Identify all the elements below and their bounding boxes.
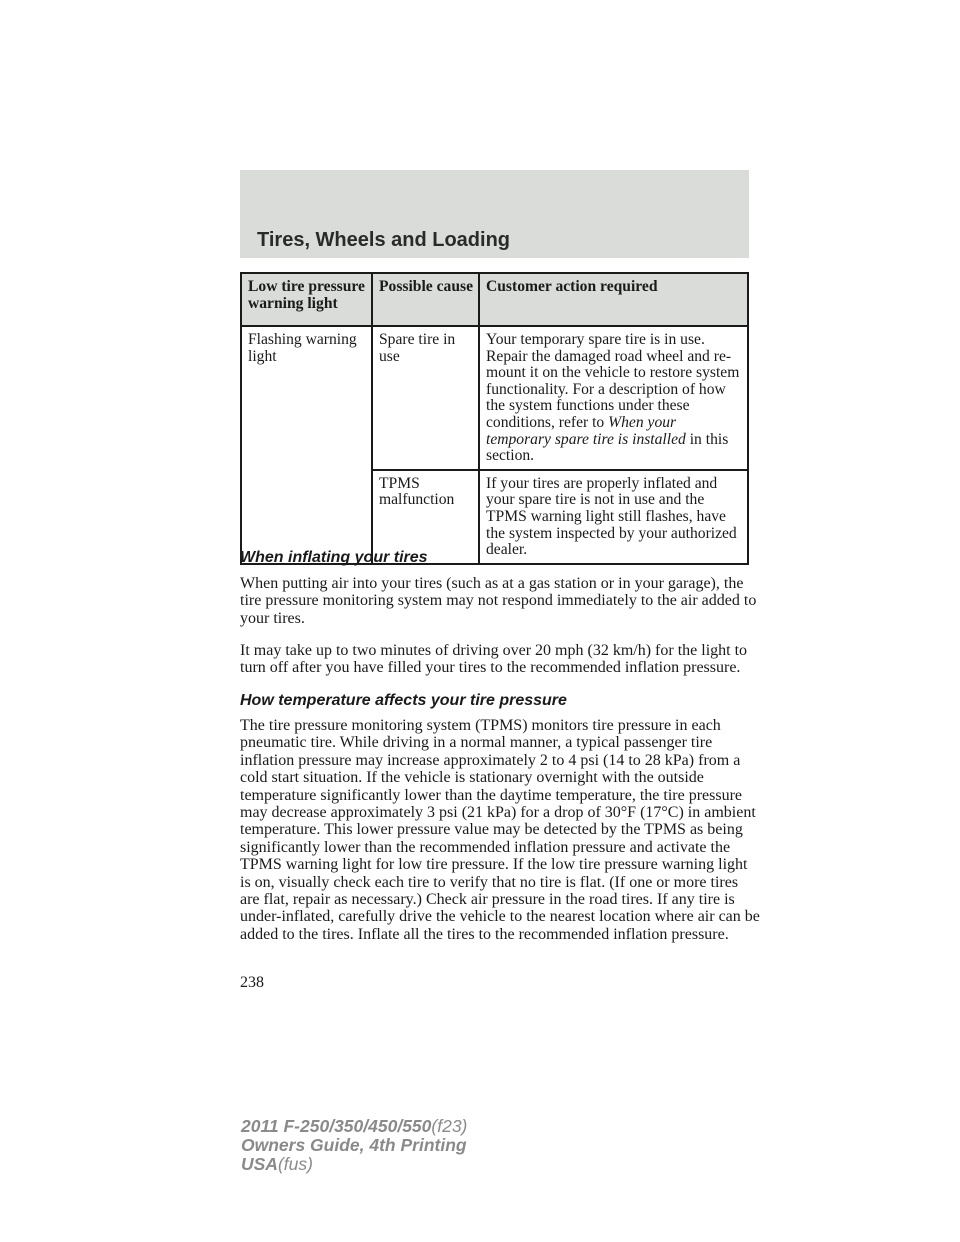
cell-customer-action: If your tires are properly inflated and your spare tire is not in use and the TPMS warning light still flashes, have the system inspected by your authorized dealer. bbox=[479, 470, 748, 564]
footer-line-model bbox=[241, 1117, 467, 1136]
footer-edition: Owners Guide, 4th Printing bbox=[241, 1135, 467, 1155]
footer-market-code: (fus) bbox=[277, 1154, 313, 1174]
cell-customer-action bbox=[479, 326, 748, 470]
footer-market: USA bbox=[241, 1154, 278, 1174]
paragraph-temperature: The tire pressure monitoring system (TPMS) monitors tire pressure in each pneumatic tire. While driving in a normal manner, a typical passenger tire inflation pressure may increase approximately 2 to 4 psi (14 to 28 kPa) from a cold start situation. If the vehicle is stationary overnight with the outside temperature significantly lower than the daytime temperature, the tire pressure may decrease approximately 3 psi (21 kPa) for a drop of 30°F (17°C) in ambient temperature. This lower pressure value may be detected by the TPMS as being significantly lower than the recommended inflation pressure and activate the TPMS warning light for low tire pressure. If the low tire pressure warning light is on, visually check each tire to verify that no tire is flat. (If one or more tires are flat, repair as necessary.) Check air pressure in the road tires. If any tire is under-inflated, carefully drive the vehicle to the nearest location where air can be added to the tires. Inflate all the tires to the recommended inflation pressure. bbox=[240, 717, 760, 943]
cell-possible-cause: Spare tire in use bbox=[372, 326, 479, 470]
tpms-warning-table bbox=[240, 272, 749, 565]
action-cross-reference: When your temporary spare tire is installed bbox=[486, 413, 686, 448]
page-number: 238 bbox=[240, 974, 264, 991]
cell-possible-cause: TPMS malfunction bbox=[372, 470, 479, 564]
section-title: Tires, Wheels and Loading bbox=[257, 229, 511, 251]
action-tail: in this section. bbox=[486, 430, 729, 465]
footer-model: 2011 F-250/350/450/550 bbox=[241, 1116, 432, 1136]
document-footer bbox=[241, 1117, 467, 1174]
column-header-light: Low tire pressure warning light bbox=[241, 273, 372, 326]
footer-line-market bbox=[241, 1155, 467, 1174]
heading-temperature: How temperature affects your tire pressure bbox=[240, 692, 567, 709]
column-header-cause: Possible cause bbox=[372, 273, 479, 326]
heading-inflating: When inflating your tires bbox=[240, 549, 428, 566]
action-text: Your temporary spare tire is in use. Repair the damaged road wheel and re-mount it on the vehicle to restore system functionality. For a description of how the system functions under these conditions, refer to bbox=[486, 331, 740, 431]
cell-warning-light: Flashing warning light bbox=[241, 326, 372, 564]
paragraph-inflating-1: When putting air into your tires (such as at a gas station or in your garage), the tire pressure monitoring system may not respond immediately to the air added to your tires. bbox=[240, 575, 757, 627]
paragraph-inflating-2: It may take up to two minutes of driving over 20 mph (32 km/h) for the light to turn off after you have filled your tires to the recommended inflation pressure. bbox=[240, 642, 748, 677]
table-header-row bbox=[241, 273, 748, 326]
table-row bbox=[241, 326, 748, 470]
footer-model-code: (f23) bbox=[431, 1116, 468, 1136]
footer-line-edition bbox=[241, 1136, 467, 1155]
column-header-action: Customer action required bbox=[479, 273, 748, 326]
